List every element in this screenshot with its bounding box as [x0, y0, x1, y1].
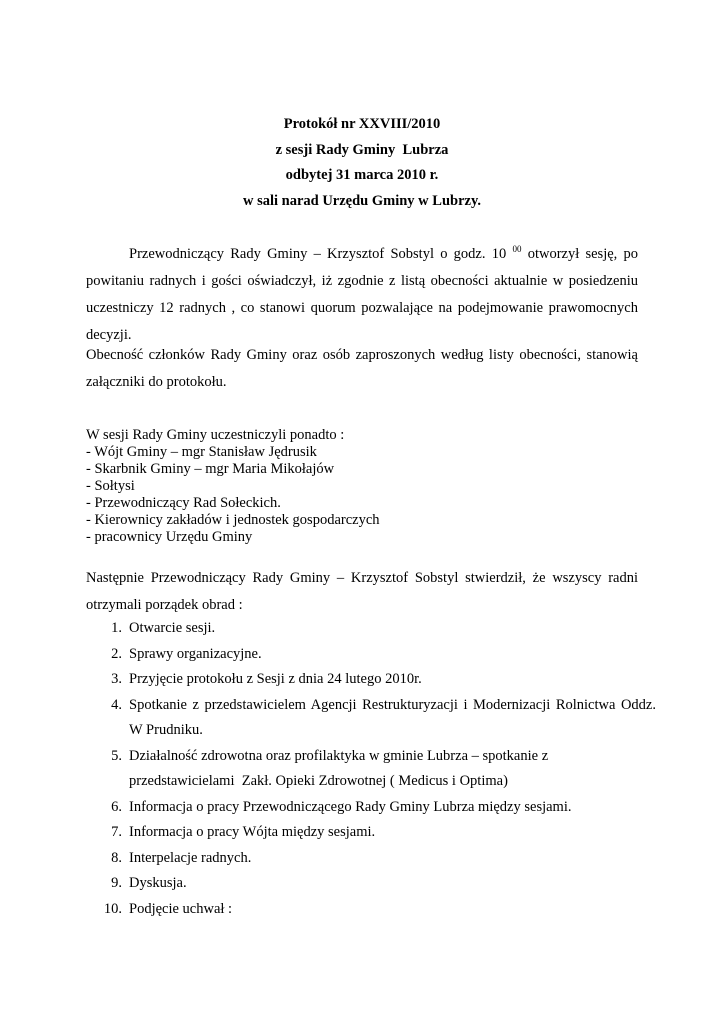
agenda-item-number: 2.	[111, 645, 122, 662]
agenda-intro: Następnie Przewodniczący Rady Gminy – Krzysztof Sobstyl stwierdził, że wszyscy radni otrzymali porządek obrad :	[86, 570, 638, 613]
title-line-2: z sesji Rady Gminy Lubrza	[275, 141, 449, 158]
attendee-item: - Skarbnik Gminy – mgr Maria Mikołajów	[86, 461, 335, 477]
agenda-item-text: Otwarcie sesji.	[129, 620, 216, 636]
agenda-item-text: Przyjęcie protokołu z Sesji z dnia 24 lutego 2010r.	[129, 671, 422, 687]
agenda-item-number: 4.	[111, 696, 122, 713]
agenda-item	[86, 667, 656, 693]
attendees-list	[86, 427, 646, 546]
agenda-item	[86, 846, 656, 872]
agenda-item-text: Informacja o pracy Wójta między sesjami.	[129, 824, 376, 840]
agenda-item	[86, 871, 656, 897]
agenda-item-text: Informacja o pracy Przewodniczącego Rady Gminy Lubrza między sesjami.	[129, 798, 572, 815]
attendee-item: - Wójt Gminy – mgr Stanisław Jędrusik	[86, 444, 317, 460]
agenda-item	[86, 795, 656, 821]
attendance-note: Obecność członków Rady Gminy oraz osób zaproszonych według listy obecności, stanowią załączniki do protokołu.	[86, 347, 638, 390]
agenda-item-number: 3.	[111, 671, 122, 687]
agenda-item-text: Podjęcie uchwał :	[129, 900, 233, 917]
title-line-3: odbytej 31 marca 2010 r.	[285, 167, 439, 183]
agenda-item-number: 1.	[111, 620, 122, 636]
attendee-item: - pracownicy Urzędu Gminy	[86, 529, 253, 545]
opening-text-start: Przewodniczący Rady Gminy – Krzysztof Sobstyl o godz. 10	[129, 246, 507, 262]
attendee-item: - Sołtysi	[86, 478, 135, 494]
agenda-item-number: 7.	[111, 824, 122, 840]
title-line-1: Protokół nr XXVIII/2010	[283, 116, 441, 132]
agenda-item-text: Dyskusja.	[129, 875, 187, 891]
title-line-4: w sali narad Urzędu Gminy w Lubrzy.	[242, 192, 482, 209]
agenda-item	[86, 642, 656, 668]
agenda-item	[86, 897, 656, 923]
agenda-item-text: Spotkanie z przedstawicielem Agencji Restrukturyzacji i Modernizacji Rolnictwa Oddz. W Prudniku.	[129, 696, 656, 738]
agenda-item	[86, 744, 656, 795]
opening-minutes: 00	[512, 244, 522, 255]
agenda-item	[86, 616, 656, 642]
attendees-heading: W sesji Rady Gminy uczestniczyli ponadto :	[86, 427, 345, 443]
agenda-list	[86, 616, 656, 922]
agenda-item-number: 9.	[111, 875, 122, 891]
agenda-item-text: Działalność zdrowotna oraz profilaktyka w gminie Lubrza – spotkanie z przedstawicielami Zakł. Opieki Zdrowotnej ( Medicus i Optima)	[129, 747, 552, 789]
agenda-item-number: 10.	[103, 900, 122, 917]
agenda-item	[86, 693, 656, 744]
agenda-item-number: 6.	[111, 798, 122, 815]
document-title	[0, 112, 724, 214]
agenda-item-number: 5.	[111, 747, 122, 764]
agenda-item-text: Interpelacje radnych.	[129, 849, 252, 866]
agenda-item-text: Sprawy organizacyjne.	[129, 645, 262, 662]
attendee-item: - Przewodniczący Rad Sołeckich.	[86, 495, 281, 511]
opening-paragraph	[86, 241, 638, 349]
agenda-item	[86, 820, 656, 846]
opening-text-rest: otworzył sesję, po powitaniu radnych i gości oświadczył, iż zgodnie z listą obecności aktualnie w posiedzeniu uczestniczy 12 radnych , co stanowi quorum pozwalające na podejmowanie prawomocnych decyzji.	[86, 246, 639, 343]
attendee-item: - Kierownicy zakładów i jednostek gospodarczych	[86, 512, 380, 528]
agenda-item-number: 8.	[111, 849, 122, 866]
